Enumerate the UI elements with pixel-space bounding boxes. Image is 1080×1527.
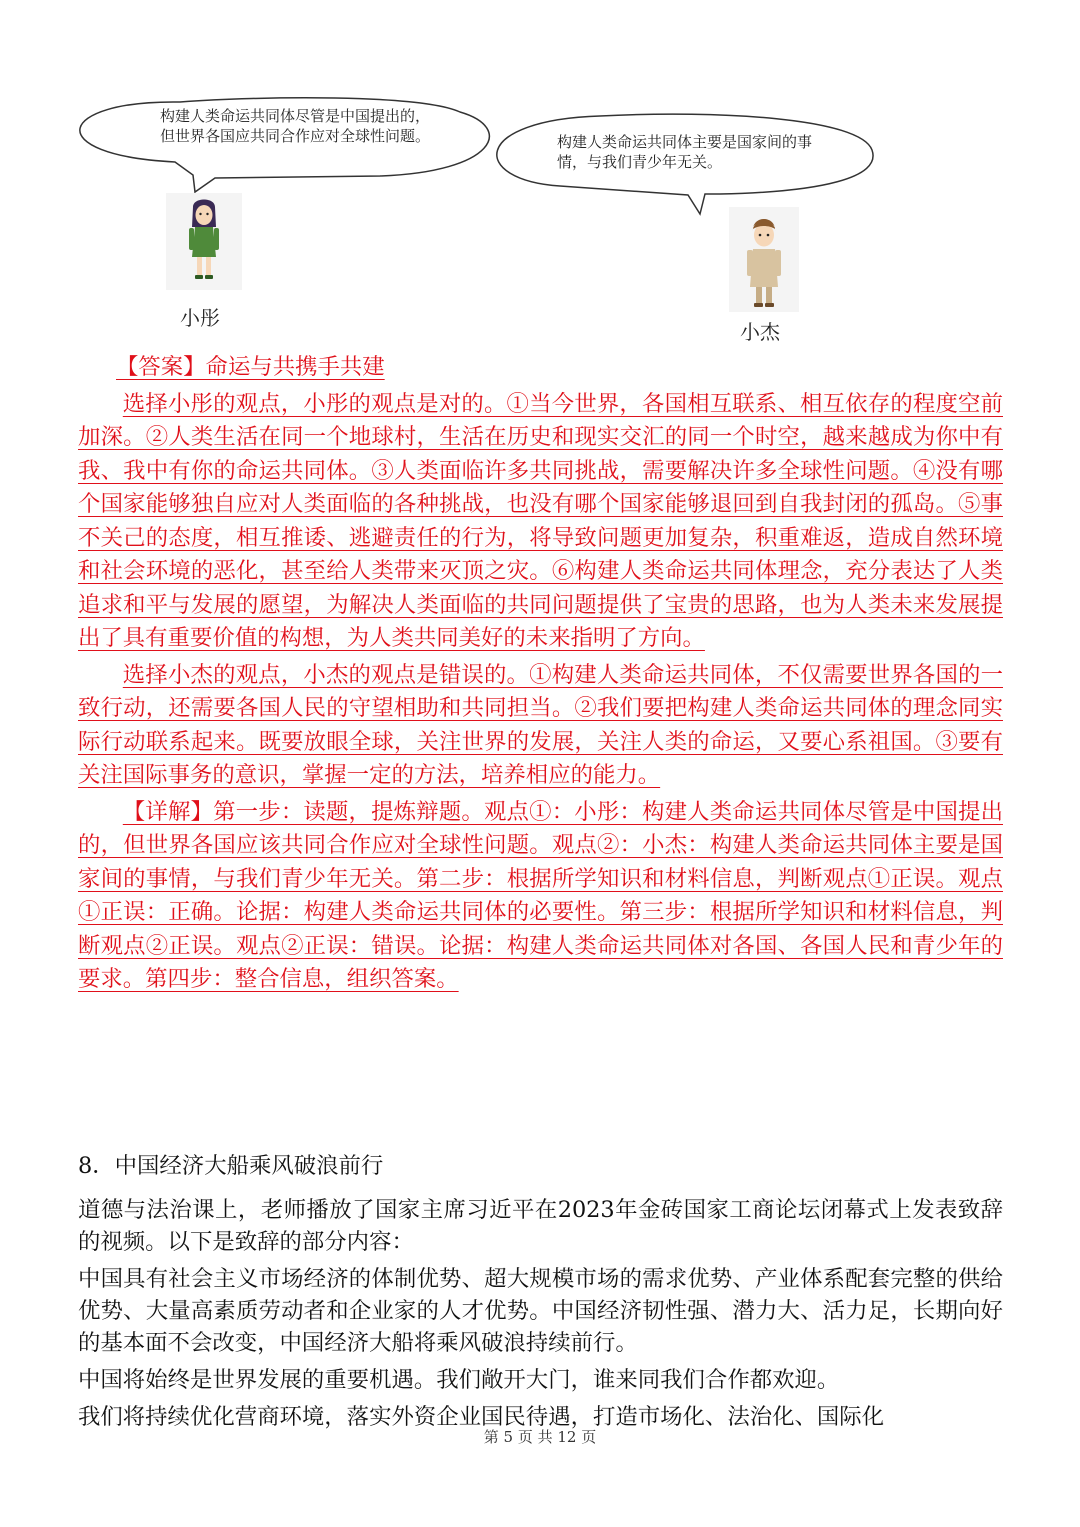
boy-figure (729, 207, 799, 312)
question-intro: 道德与法治课上，老师播放了国家主席习近平在2023年金砖国家工商论坛闭幕式上发表致辞的视频。以下是致辞的部分内容： (78, 1197, 1003, 1255)
speech-quote-2: 中国将始终是世界发展的重要机遇。我们敞开大门，谁来同我们合作都欢迎。 (78, 1367, 840, 1393)
page-footer: 第 5 页 共 12 页 (483, 1428, 597, 1446)
left-character-name: 小彤 (180, 306, 220, 330)
question-8 (78, 1150, 1003, 1438)
answer-block (78, 351, 1003, 1000)
speech-bubbles (0, 0, 1080, 360)
question-title: 8．中国经济大船乘风破浪前行 (78, 1153, 384, 1179)
answer-paragraph-2: 选择小杰的观点，小杰的观点是错误的。①构建人类命运共同体，不仅需要世界各国的一致行动，还需要各国人民的守望相助和共同担当。②我们要把构建人类命运共同体的理念同实际行动联系起来。既要放眼全球，关注世界的发展，关注人类的命运，又要心系祖国。③要有关注国际事务的意识，掌握一定的方法，培养相应的能力。 (78, 661, 1003, 788)
girl-icon (166, 193, 242, 290)
speech-quote-3: 我们将持续优化营商环境，落实外资企业国民待遇，打造市场化、法治化、国际化 (78, 1404, 885, 1430)
answer-explanation: 【详解】第一步：读题，提炼辩题。观点①：小彤：构建人类命运共同体尽管是中国提出的，但世界各国应该共同合作应对全球性问题。观点②：小杰：构建人类命运共同体主要是国家间的事情，与我们青少年无关。第二步：根据所学知识和材料信息，判断观点①正误。观点①正误：正确。论据：构建人类命运共同体的必要性。第三步：根据所学知识和材料信息，判断观点②正误。观点②正误：错误。论据：构建人类命运共同体对各国、各国人民和青少年的要求。第四步：整合信息，组织答案。 (78, 798, 1003, 992)
right-bubble-text: 构建人类命运共同体主要是国家间的事情，与我们青少年无关。 (557, 133, 813, 171)
boy-icon (729, 207, 799, 312)
girl-figure (166, 193, 242, 290)
left-bubble-text: 构建人类命运共同体尽管是中国提出的，但世界各国应共同合作应对全球性问题。 (160, 107, 431, 145)
right-character-name: 小杰 (740, 320, 780, 344)
answer-paragraph-1: 选择小彤的观点，小彤的观点是对的。①当今世界，各国相互联系、相互依存的程度空前加深。②人类生活在同一个地球村，生活在历史和现实交汇的同一个时空，越来越成为你中有我、我中有你的命运共同体。③人类面临许多共同挑战，需要解决许多全球性问题。④没有哪个国家能够独自应对人类面临的各种挑战，也没有哪个国家能够退回到自我封闭的孤岛。⑤事不关己的态度，相互推诿、逃避责任的行为，将导致问题更加复杂，积重难返，造成自然环境和社会环境的恶化，甚至给人类带来灭顶之灾。⑥构建人类命运共同体理念，充分表达了人类追求和平与发展的愿望，为解决人类面临的共同问题提供了宝贵的思路，也为人类未来发展提出了具有重要价值的构想，为人类共同美好的未来指明了方向。 (78, 390, 1003, 651)
answer-label: 【答案】命运与共携手共建 (116, 354, 385, 380)
speech-quote-1: 中国具有社会主义市场经济的体制优势、超大规模市场的需求优势、产业体系配套完整的供给优势、大量高素质劳动者和企业家的人才优势。中国经济韧性强、潜力大、活力足，长期向好的基本面不会改变，中国经济大船将乘风破浪持续前行。 (78, 1266, 1003, 1356)
